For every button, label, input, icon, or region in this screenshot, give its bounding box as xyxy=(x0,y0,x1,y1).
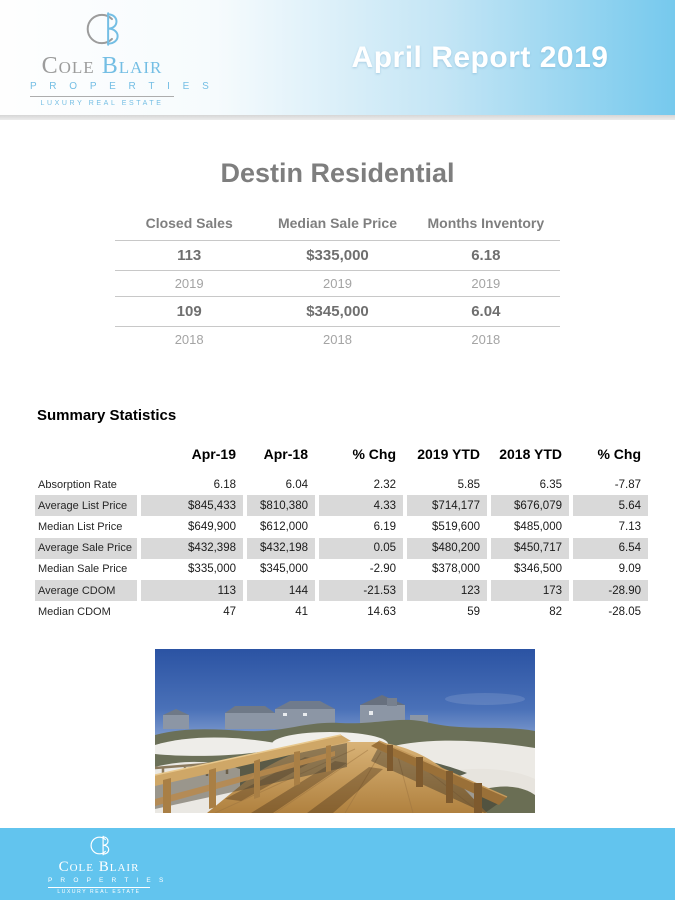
brand-name-blair: Blair xyxy=(101,53,163,79)
cb-monogram-icon xyxy=(28,6,176,52)
stats-cell: 7.13 xyxy=(569,516,648,537)
stats-cell: 14.63 xyxy=(315,601,403,622)
stats-cell: $432,198 xyxy=(243,538,315,559)
stats-cell: 173 xyxy=(487,580,569,601)
stats-cell: 5.64 xyxy=(569,495,648,516)
footer-brand-properties-label: P R O P E R T I E S xyxy=(48,878,150,888)
stats-cell: -7.87 xyxy=(569,474,648,495)
stats-cell: 41 xyxy=(243,601,315,622)
overview-cell: 2019 xyxy=(115,271,263,297)
overview-row xyxy=(115,327,560,353)
stats-row-label: Average Sale Price xyxy=(35,538,137,559)
footer-brand-logo xyxy=(44,832,167,895)
overview-row xyxy=(115,297,560,327)
beach-boardwalk-photo xyxy=(155,649,535,813)
overview-header-median-sale-price: Median Sale Price xyxy=(263,209,411,241)
stats-cell: 6.18 xyxy=(137,474,243,495)
stats-cell: 113 xyxy=(137,580,243,601)
footer-cb-monogram-icon xyxy=(44,832,154,859)
stats-cell: 59 xyxy=(403,601,487,622)
stats-column-header xyxy=(35,446,137,474)
stats-row xyxy=(35,516,648,537)
stats-header-row xyxy=(35,446,648,474)
stats-cell: -28.90 xyxy=(569,580,648,601)
stats-cell: $335,000 xyxy=(137,559,243,580)
stats-cell: $612,000 xyxy=(243,516,315,537)
overview-header-closed-sales: Closed Sales xyxy=(115,209,263,241)
stats-column-header: 2019 YTD xyxy=(417,446,480,462)
stats-cell: 6.35 xyxy=(487,474,569,495)
brand-name-cole: Cole xyxy=(41,53,95,79)
overview-cell: 113 xyxy=(115,241,263,271)
stats-column-header: 2018 YTD xyxy=(499,446,562,462)
stats-row-label: Median CDOM xyxy=(38,605,111,618)
stats-cell: 6.54 xyxy=(569,538,648,559)
overview-cell: 2019 xyxy=(412,271,560,297)
footer xyxy=(0,828,675,900)
stats-row xyxy=(35,538,648,559)
stats-cell: 9.09 xyxy=(569,559,648,580)
stats-cell: $845,433 xyxy=(137,495,243,516)
stats-cell: $480,200 xyxy=(403,538,487,559)
stats-cell: $345,000 xyxy=(243,559,315,580)
header-divider xyxy=(0,115,675,120)
stats-cell: 6.04 xyxy=(243,474,315,495)
overview-row xyxy=(115,271,560,297)
stats-cell: -28.05 xyxy=(569,601,648,622)
overview-cell: $335,000 xyxy=(263,241,411,271)
brand-name xyxy=(28,54,176,78)
stats-cell: $432,398 xyxy=(137,538,243,559)
brand-properties-label: P R O P E R T I E S xyxy=(30,82,174,97)
stats-cell: $810,380 xyxy=(243,495,315,516)
stats-column-header: % Chg xyxy=(352,446,396,462)
overview-cell: 2019 xyxy=(263,271,411,297)
footer-brand-name-blair: Blair xyxy=(98,859,140,875)
stats-row-label: Median List Price xyxy=(38,520,123,533)
stats-cell: 144 xyxy=(243,580,315,601)
brand-tagline: LUXURY REAL ESTATE xyxy=(40,100,164,107)
summary-statistics-title: Summary Statistics xyxy=(37,407,177,424)
stats-column-header: % Chg xyxy=(597,446,641,462)
stats-cell: $714,177 xyxy=(403,495,487,516)
stats-cell: 0.05 xyxy=(315,538,403,559)
overview-row xyxy=(115,241,560,271)
stats-cell: 5.85 xyxy=(403,474,487,495)
header xyxy=(0,0,675,115)
overview-cell: 2018 xyxy=(174,332,204,347)
overview-header-months-inventory: Months Inventory xyxy=(412,209,560,241)
footer-brand-tagline: LUXURY REAL ESTATE xyxy=(57,888,141,895)
report-title: April Report 2019 xyxy=(351,41,609,74)
stats-row xyxy=(35,601,648,622)
stats-row xyxy=(35,495,648,516)
overview-cell: 6.04 xyxy=(412,297,560,327)
stats-row-label: Median Sale Price xyxy=(38,563,128,576)
stats-cell: $450,717 xyxy=(487,538,569,559)
stats-cell: 2.32 xyxy=(315,474,403,495)
stats-cell: $485,000 xyxy=(487,516,569,537)
stats-cell: 82 xyxy=(487,601,569,622)
stats-row xyxy=(35,580,648,601)
stats-cell: -2.90 xyxy=(315,559,403,580)
summary-statistics-table xyxy=(35,446,648,622)
overview-cell: 6.18 xyxy=(412,241,560,271)
stats-cell: $676,079 xyxy=(487,495,569,516)
overview-cell: 109 xyxy=(115,297,263,327)
stats-row-label: Absorption Rate xyxy=(38,478,117,491)
stats-row xyxy=(35,559,648,580)
overview-cell: 2018 xyxy=(471,332,501,347)
overview-cell: 2018 xyxy=(323,332,352,347)
stats-row-label: Average CDOM xyxy=(35,580,137,601)
stats-column-header: Apr-18 xyxy=(263,446,308,462)
stats-row-label: Average List Price xyxy=(35,495,137,516)
footer-brand-name xyxy=(44,860,154,875)
stats-cell: 123 xyxy=(403,580,487,601)
stats-cell: $519,600 xyxy=(403,516,487,537)
stats-cell: 4.33 xyxy=(315,495,403,516)
stats-row xyxy=(35,474,648,495)
stats-column-header: Apr-19 xyxy=(191,446,236,462)
stats-cell: $649,900 xyxy=(137,516,243,537)
stats-cell: 6.19 xyxy=(315,516,403,537)
stats-cell: 47 xyxy=(137,601,243,622)
stats-cell: $378,000 xyxy=(403,559,487,580)
overview-header-row xyxy=(115,209,560,241)
footer-brand-name-cole: Cole xyxy=(58,859,94,875)
brand-logo xyxy=(28,6,214,107)
stats-table-body xyxy=(35,474,648,622)
stats-cell: -21.53 xyxy=(315,580,403,601)
overview-table xyxy=(115,209,560,352)
page-title: Destin Residential xyxy=(220,158,455,188)
overview-cell: $345,000 xyxy=(263,297,411,327)
stats-cell: $346,500 xyxy=(487,559,569,580)
overview-table-body xyxy=(115,241,560,353)
